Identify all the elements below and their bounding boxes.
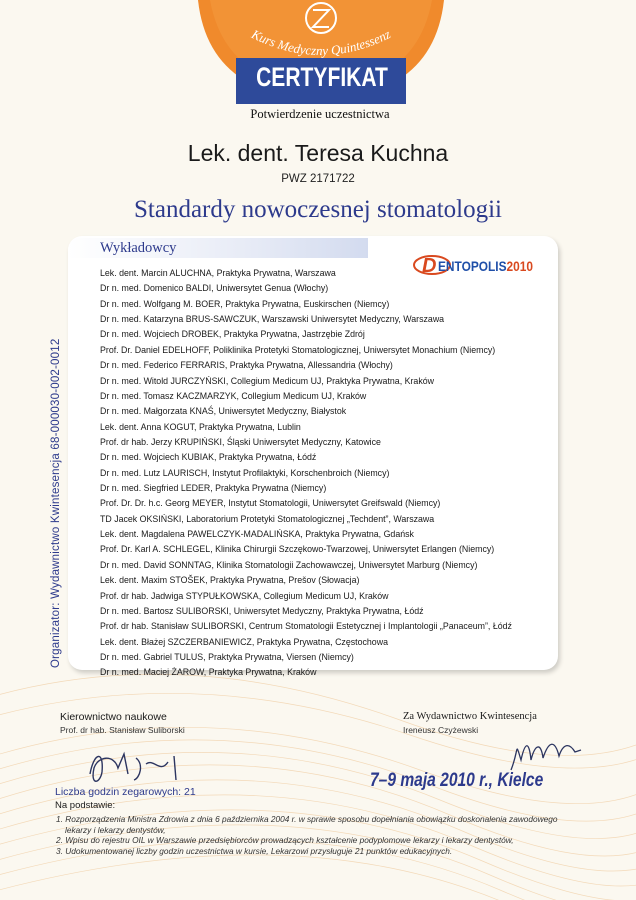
lecturer-entry: Dr n. med. Wojciech KUBIAK, Praktyka Prywatna, Łódź bbox=[100, 451, 317, 463]
legal-basis-item: 1. Rozporządzenia Ministra Zdrowia z dnia 6 października 2004 r. w sprawie sposobu dopełniania obowiązku doskonalenia zawodowego lekarzy i lekarzy dentystów, bbox=[56, 814, 558, 835]
dentopolis-name: ENTOPOLIS bbox=[438, 258, 507, 274]
right-handwritten-signature bbox=[505, 730, 585, 774]
lecturer-entry: Prof. Dr. Dr. h.c. Georg MEYER, Instytut Stomatologii, Uniwersytet Greifswald (Niemcy) bbox=[100, 497, 441, 509]
recipient-pwz: PWZ 2171722 bbox=[281, 173, 355, 185]
right-signatory-name: Ireneusz Czyżewski bbox=[403, 725, 479, 735]
lecturer-entry: Prof. Dr. Karl A. SCHLEGEL, Klinika Chirurgii Szczękowo-Twarzowej, Uniwersytet Erlangen (Niemcy) bbox=[100, 543, 495, 555]
quintessenz-logo bbox=[198, 0, 444, 116]
certificate-title: CERTYFIKAT bbox=[256, 62, 388, 92]
lecturer-entry: Lek. dent. Maxim STOŠEK, Praktyka Prywatna, Prešov (Słowacja) bbox=[100, 574, 360, 586]
lecturer-entry: Dr n. med. Wojciech DROBEK, Praktyka Prywatna, Jastrzębie Zdrój bbox=[100, 328, 365, 340]
lecturer-entry: Dr n. med. David SONNTAG, Klinika Stomatologii Zachowawczej, Uniwersytet Marburg (Niemcy) bbox=[100, 558, 478, 570]
lecturer-entry: Prof. dr hab. Jerzy KRUPIŃSKI, Śląski Uniwersytet Medyczny, Katowice bbox=[100, 435, 381, 447]
lecturer-entry: Dr n. med. Gabriel TULUS, Praktyka Prywatna, Viersen (Niemcy) bbox=[100, 650, 354, 662]
legal-basis-item: 3. Udokumentowanej liczby godzin uczestnictwa w kursie, Lekarzowi przysługuje 21 punktów edukacyjnych. bbox=[56, 845, 453, 856]
lecturers-list bbox=[100, 265, 560, 680]
right-signature-title: Za Wydawnictwo Kwintesencja bbox=[403, 711, 537, 722]
lecturer-entry: Dr n. med. Domenico BALDI, Uniwersytet Genua (Włochy) bbox=[100, 282, 329, 294]
hours-count: Liczba godzin zegarowych: 21 bbox=[55, 786, 196, 798]
lecturer-entry: Lek. dent. Błażej SZCZERBANIEWICZ, Praktyka Prywatna, Częstochowa bbox=[100, 635, 388, 647]
lecturer-entry: Dr n. med. Katarzyna BRUS-SAWCZUK, Warszawski Uniwersytet Medyczny, Warszawa bbox=[100, 313, 445, 325]
lecturer-entry: Lek. dent. Marcin ALUCHNA, Praktyka Prywatna, Warszawa bbox=[100, 267, 336, 278]
lecturer-entry: Lek. dent. Anna KOGUT, Praktyka Prywatna, Lublin bbox=[100, 420, 301, 432]
lecturer-entry: Dr n. med. Małgorzata KNAŚ, Uniwersytet Medyczny, Białystok bbox=[100, 405, 347, 417]
lecturer-entry: Dr n. med. Lutz LAURISCH, Instytut Profilaktyki, Korschenbroich (Niemcy) bbox=[100, 466, 390, 478]
lecturer-entry: Dr n. med. Tomasz KACZMARZYK, Collegium Medicum UJ, Kraków bbox=[100, 389, 367, 401]
recipient-name: Lek. dent. Teresa Kuchna bbox=[187, 140, 449, 166]
dentopolis-letter: D bbox=[422, 255, 437, 277]
legal-basis-item: 2. Wpisu do rejestru OIL w Warszawie przedsiębiorców prowadzących kształcenie podyplomowe lekarzy i lekarzy dentystów, bbox=[56, 835, 514, 846]
lecturer-entry: TD Jacek OKSIŃSKI, Laboratorium Protetyki Stomatologicznej „Techdent”, Warszawa bbox=[100, 512, 435, 524]
left-signature-title: Kierownictwo naukowe bbox=[60, 711, 167, 723]
logo-arc-text: Kurs Medyczny Quintessenz bbox=[249, 26, 393, 59]
lecturer-entry: Prof. Dr. Daniel EDELHOFF, Poliklinika Protetyki Stomatologicznej, Uniwersytet Monachium (Niemcy) bbox=[100, 343, 496, 355]
lecturer-entry: Dr n. med. Federico FERRARIS, Praktyka Prywatna, Allessandria (Włochy) bbox=[100, 359, 393, 371]
lecturer-entry: Prof. dr hab. Jadwiga STYPUŁKOWSKA, Collegium Medicum UJ, Kraków bbox=[100, 589, 389, 601]
lecturers-title: Wykładowcy bbox=[100, 240, 177, 256]
lecturer-entry: Prof. dr hab. Stanisław SULIBORSKI, Centrum Stomatologii Estetycznej i Implantologii „Panaceum”, Łódź bbox=[100, 620, 512, 632]
legal-basis-title: Na podstawie: bbox=[55, 800, 116, 811]
lecturer-entry: Dr n. med. Witold JURCZYŃSKI, Collegium Medicum UJ, Praktyka Prywatna, Kraków bbox=[100, 374, 434, 386]
course-title: Standardy nowoczesnej stomatologii bbox=[134, 196, 502, 223]
lecturer-entry: Dr n. med. Wolfgang M. BOER, Praktyka Prywatna, Euskirschen (Niemcy) bbox=[100, 297, 390, 309]
lecturer-entry: Dr n. med. Siegfried LEDER, Praktyka Prywatna (Niemcy) bbox=[100, 482, 327, 494]
legal-basis-list bbox=[56, 814, 576, 856]
dentopolis-year: 2010 bbox=[506, 258, 534, 274]
organizer-vertical-text: Organizator: Wydawnictwo Kwintesencja 68-000030-002-0012 bbox=[50, 338, 62, 668]
lecturer-entry: Lek. dent. Magdalena PAWELCZYK-MADALIŃSKA, Praktyka Prywatna, Gdańsk bbox=[100, 528, 414, 540]
lecturer-entry: Dr n. med. Bartosz SULIBORSKI, Uniwersytet Medyczny, Praktyka Prywatna, Łódź bbox=[100, 604, 424, 616]
event-date-place: 7–9 maja 2010 r., Kielce bbox=[370, 770, 544, 791]
lecturer-entry: Dr n. med. Maciej ŻAROW, Praktyka Prywatna, Kraków bbox=[100, 666, 317, 678]
left-signatory-name: Prof. dr hab. Stanisław Suliborski bbox=[60, 725, 185, 735]
left-handwritten-signature bbox=[84, 744, 204, 790]
certificate-subtitle: Potwierdzenie uczestnictwa bbox=[250, 107, 390, 121]
